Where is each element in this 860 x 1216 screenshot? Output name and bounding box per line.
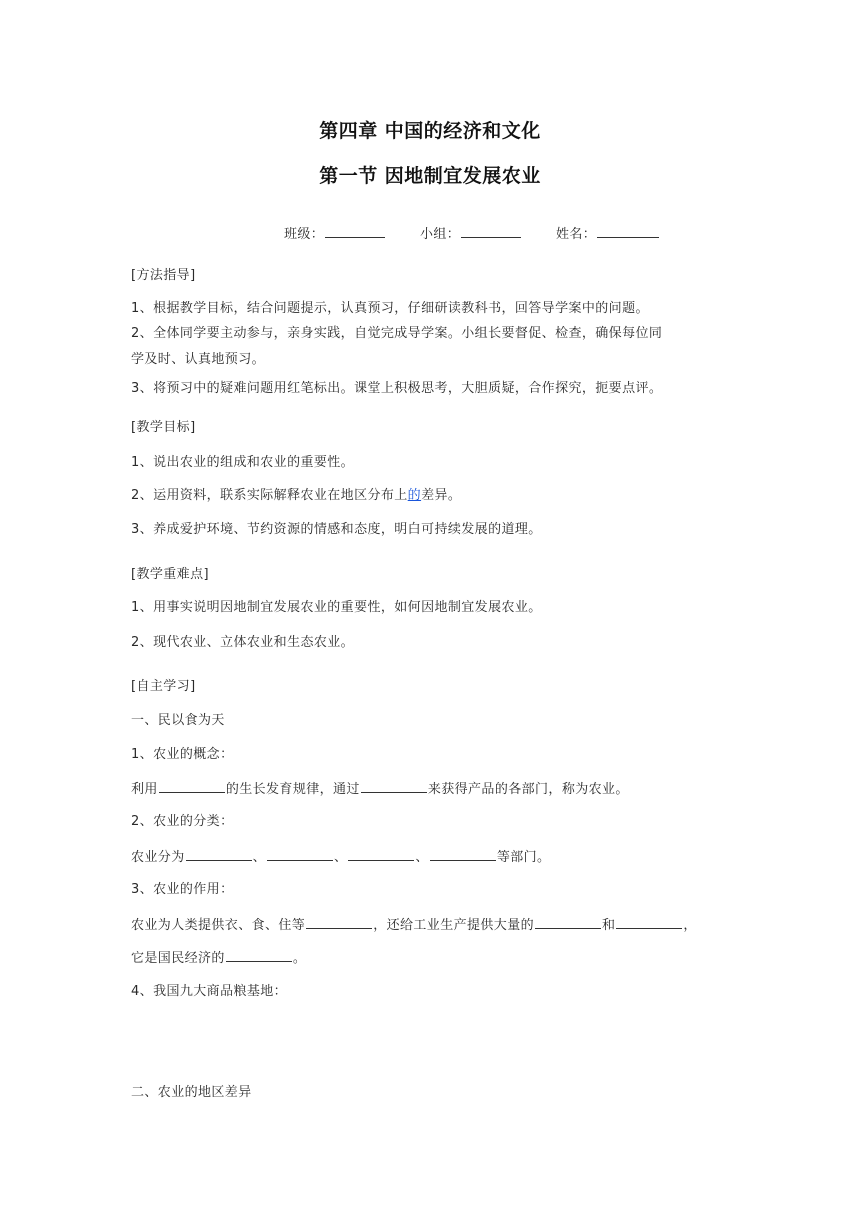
group-label: 小组：	[420, 227, 461, 242]
goals-item-2-end: 差异。	[421, 488, 462, 503]
role-blank-2[interactable]	[535, 915, 601, 929]
role-text-1: 农业为人类提供衣、食、住等	[131, 918, 306, 933]
goals-item-2	[131, 487, 461, 505]
concept-text-2: 的生长发育规律，通过	[225, 782, 360, 797]
classification-blank-1[interactable]	[186, 847, 252, 861]
key-points-item-2: 2、现代农业、立体农业和生态农业。	[131, 635, 355, 650]
concept-text-1: 利用	[131, 782, 158, 797]
classification-answer	[131, 847, 550, 867]
key-points-item-1: 1、用事实说明因地制宜发展农业的重要性，如何因地制宜发展农业。	[131, 600, 542, 615]
grain-bases-question: 4、我国九大商品粮基地：	[131, 984, 288, 999]
part-2-heading: 二、农业的地区差异	[131, 1085, 252, 1100]
concept-blank-1[interactable]	[159, 779, 225, 793]
classification-blank-3[interactable]	[348, 847, 414, 861]
role-blank-4[interactable]	[226, 948, 292, 962]
method-item-1: 1、根据教学目标，结合问题提示，认真预习，仔细研读教科书，回答导学案中的问题。	[131, 301, 649, 316]
goals-item-1: 1、说出农业的组成和农业的重要性。	[131, 455, 355, 470]
classification-end: 等部门。	[496, 850, 551, 865]
key-points-heading: [教学重难点]	[131, 567, 209, 582]
name-label: 姓名：	[556, 227, 597, 242]
role-text-4: ，	[683, 918, 697, 933]
section-title: 第一节 因地制宜发展农业	[319, 165, 541, 187]
classification-text: 农业分为	[131, 850, 185, 865]
role-blank-3[interactable]	[616, 915, 682, 929]
method-heading: [方法指导]	[131, 268, 196, 283]
method-item-2b: 学及时、认真地预习。	[131, 352, 266, 367]
separator: 、	[415, 850, 429, 865]
role-answer-2	[131, 948, 306, 968]
concept-answer	[131, 779, 629, 799]
classification-blank-4[interactable]	[430, 847, 496, 861]
separator: 、	[252, 850, 267, 865]
class-label: 班级：	[284, 227, 325, 242]
goals-item-2-text: 2、运用资料，联系实际解释农业在地区分布上	[131, 488, 408, 503]
group-blank[interactable]	[461, 224, 521, 238]
concept-question: 1、农业的概念：	[131, 747, 234, 762]
group-field[interactable]	[420, 223, 522, 242]
name-field[interactable]	[556, 223, 660, 242]
role-question: 3、农业的作用：	[131, 882, 234, 897]
class-blank[interactable]	[325, 224, 385, 238]
classification-blank-2[interactable]	[267, 847, 333, 861]
method-item-2a: 2、全体同学要主动参与，亲身实践，自觉完成导学案。小组长要督促、检查，确保每位同	[131, 326, 663, 341]
goals-item-3: 3、养成爱护环境、节约资源的情感和态度，明白可持续发展的道理。	[131, 522, 542, 537]
concept-text-3: 来获得产品的各部门，称为农业。	[427, 782, 629, 797]
part-1-heading: 一、民以食为天	[131, 713, 225, 728]
goals-item-2-link[interactable]: 的	[407, 488, 422, 503]
role-answer-1	[131, 915, 697, 935]
name-blank[interactable]	[597, 224, 659, 238]
method-item-3: 3、将预习中的疑难问题用红笔标出。课堂上积极思考，大胆质疑，合作探究，扼要点评。	[131, 381, 663, 396]
role-blank-1[interactable]	[306, 915, 372, 929]
chapter-title: 第四章 中国的经济和文化	[319, 120, 541, 142]
concept-blank-2[interactable]	[361, 779, 427, 793]
role-text-6: 。	[292, 951, 307, 966]
goals-heading: [教学目标]	[131, 420, 196, 435]
role-text-3: 和	[602, 918, 616, 933]
self-study-heading: [自主学习]	[131, 679, 196, 694]
classification-question: 2、农业的分类：	[131, 814, 234, 829]
role-text-2: ，还给工业生产提供大量的	[373, 918, 535, 933]
class-field[interactable]	[284, 223, 386, 242]
separator: 、	[334, 850, 348, 865]
role-text-5: 它是国民经济的	[131, 951, 225, 966]
